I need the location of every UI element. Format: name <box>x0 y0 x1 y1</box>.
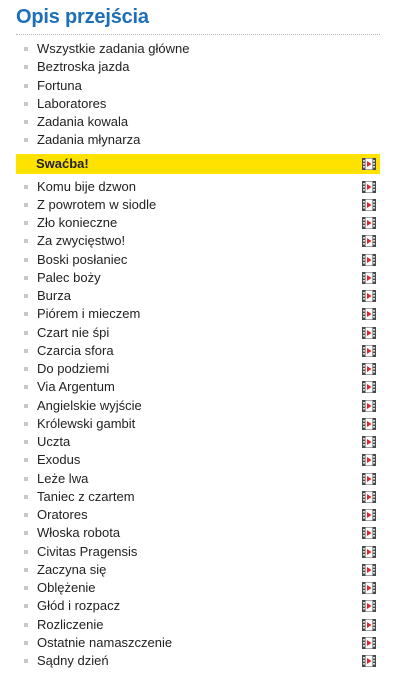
list-item[interactable] <box>16 579 380 597</box>
film-video-icon[interactable] <box>362 235 376 247</box>
film-video-icon[interactable] <box>362 400 376 412</box>
list-item[interactable] <box>16 131 380 149</box>
square-bullet-icon <box>24 221 28 225</box>
list-item-label[interactable]: Czart nie śpi <box>37 324 110 340</box>
list-item-label[interactable]: Zadania młynarza <box>37 132 141 148</box>
square-bullet-icon <box>24 258 28 262</box>
quest-list <box>16 40 380 670</box>
list-item-label[interactable]: Oblężenie <box>37 580 96 595</box>
list-item[interactable] <box>16 616 380 634</box>
list-item[interactable] <box>16 196 380 214</box>
film-video-icon[interactable] <box>362 217 376 229</box>
square-bullet-icon <box>24 550 28 554</box>
list-item[interactable] <box>16 214 380 232</box>
list-item-label[interactable]: Beztroska jazda <box>37 59 130 75</box>
square-bullet-icon <box>24 239 28 243</box>
list-item-label[interactable]: Zadania kowala <box>37 114 129 129</box>
list-item-label[interactable]: Z powrotem w siodle <box>37 196 157 212</box>
list-item[interactable] <box>16 324 380 342</box>
film-video-icon[interactable] <box>362 619 376 631</box>
list-item-label[interactable]: Boski posłaniec <box>37 251 128 267</box>
film-video-icon[interactable] <box>362 254 376 266</box>
film-video-icon[interactable] <box>362 418 376 430</box>
film-video-icon[interactable] <box>362 290 376 302</box>
list-item-label[interactable]: Angielskie wyjście <box>37 397 142 413</box>
square-bullet-icon <box>24 294 28 298</box>
square-bullet-icon <box>24 276 28 280</box>
list-item[interactable] <box>16 597 380 615</box>
list-item[interactable] <box>16 543 380 561</box>
list-item-label[interactable]: Civitas Pragensis <box>37 543 138 559</box>
film-video-icon[interactable] <box>362 491 376 503</box>
walkthrough-panel <box>16 0 380 670</box>
list-item[interactable] <box>16 488 380 506</box>
square-bullet-icon <box>24 47 28 51</box>
list-item-active[interactable] <box>16 154 380 174</box>
list-item-label[interactable]: Zło konieczne <box>37 215 118 230</box>
square-bullet-icon <box>24 385 28 389</box>
film-video-icon[interactable] <box>362 582 376 594</box>
square-bullet-icon <box>24 422 28 426</box>
list-item-label[interactable]: Komu bije dzwon <box>37 178 136 194</box>
list-item-label[interactable]: Fortuna <box>37 77 82 93</box>
film-video-icon[interactable] <box>362 181 376 193</box>
film-video-icon[interactable] <box>362 158 376 170</box>
list-item-label[interactable]: Sądny dzień <box>37 653 109 668</box>
list-item-label[interactable]: Zaczyna się <box>37 561 107 577</box>
list-item-label[interactable]: Burza <box>37 288 71 303</box>
film-video-icon[interactable] <box>362 600 376 612</box>
square-bullet-icon <box>24 568 28 572</box>
list-item[interactable] <box>16 524 380 542</box>
list-item[interactable] <box>16 378 380 396</box>
film-video-icon[interactable] <box>362 363 376 375</box>
list-item-label[interactable]: Laboratores <box>37 95 107 111</box>
film-video-icon[interactable] <box>362 272 376 284</box>
list-item-label[interactable]: Za zwycięstwo! <box>37 233 126 249</box>
list-item-label[interactable]: Ostatnie namaszczenie <box>37 634 173 650</box>
square-bullet-icon <box>24 367 28 371</box>
list-item-label[interactable]: Piórem i mieczem <box>37 306 141 322</box>
square-bullet-icon <box>24 349 28 353</box>
list-item-label[interactable]: Via Argentum <box>37 379 115 395</box>
list-item[interactable] <box>16 342 380 360</box>
list-item-label[interactable]: Głód i rozpacz <box>37 598 121 614</box>
film-video-icon[interactable] <box>362 473 376 485</box>
list-item-label[interactable]: Uczta <box>37 434 71 449</box>
square-bullet-icon <box>24 513 28 517</box>
list-item[interactable] <box>16 232 380 250</box>
film-video-icon[interactable] <box>362 327 376 339</box>
square-bullet-icon <box>24 138 28 142</box>
square-bullet-icon <box>24 641 28 645</box>
list-item[interactable] <box>16 506 380 524</box>
square-bullet-icon <box>24 659 28 663</box>
list-item[interactable] <box>16 58 380 76</box>
section-title: Opis przejścia <box>16 0 380 35</box>
list-item-label[interactable]: Wszystkie zadania główne <box>37 41 190 56</box>
square-bullet-icon <box>24 604 28 608</box>
film-video-icon[interactable] <box>362 637 376 649</box>
list-item[interactable] <box>16 77 380 95</box>
list-item-label[interactable]: Exodus <box>37 452 81 468</box>
list-item[interactable] <box>16 397 380 415</box>
square-bullet-icon <box>24 404 28 408</box>
film-video-icon[interactable] <box>362 527 376 539</box>
list-item[interactable] <box>16 40 380 58</box>
square-bullet-icon <box>24 458 28 462</box>
list-item[interactable] <box>16 652 380 670</box>
list-item[interactable] <box>16 561 380 579</box>
square-bullet-icon <box>24 203 28 207</box>
film-video-icon[interactable] <box>362 509 376 521</box>
film-video-icon[interactable] <box>362 564 376 576</box>
square-bullet-icon <box>24 495 28 499</box>
list-item[interactable] <box>16 287 380 305</box>
film-video-icon[interactable] <box>362 546 376 558</box>
list-item-label[interactable]: Oratores <box>37 507 88 522</box>
square-bullet-icon <box>24 84 28 88</box>
film-video-icon[interactable] <box>362 436 376 448</box>
list-item[interactable] <box>16 433 380 451</box>
list-item[interactable] <box>16 451 380 469</box>
list-item-label[interactable]: Palec boży <box>37 269 101 285</box>
list-item-label[interactable]: Do podziemi <box>37 361 110 376</box>
square-bullet-icon <box>24 120 28 124</box>
list-item-label[interactable]: Swaćba! <box>36 155 89 171</box>
film-video-icon[interactable] <box>362 381 376 393</box>
square-bullet-icon <box>24 440 28 444</box>
list-item[interactable] <box>16 251 380 269</box>
square-bullet-icon <box>24 331 28 335</box>
list-item[interactable] <box>16 178 380 196</box>
square-bullet-icon <box>24 65 28 69</box>
square-bullet-icon <box>24 623 28 627</box>
list-item-label[interactable]: Taniec z czartem <box>37 488 135 504</box>
list-item[interactable] <box>16 269 380 287</box>
film-video-icon[interactable] <box>362 454 376 466</box>
list-item[interactable] <box>16 113 380 131</box>
list-item-label[interactable]: Włoska robota <box>37 525 121 541</box>
list-item[interactable] <box>16 95 380 113</box>
list-item[interactable] <box>16 305 380 323</box>
square-bullet-icon <box>24 102 28 106</box>
list-item-label[interactable]: Leże lwa <box>37 470 89 486</box>
list-item[interactable] <box>16 470 380 488</box>
film-video-icon[interactable] <box>362 345 376 357</box>
list-item-label[interactable]: Rozliczenie <box>37 616 104 632</box>
list-item[interactable] <box>16 415 380 433</box>
list-item[interactable] <box>16 634 380 652</box>
square-bullet-icon <box>24 185 28 189</box>
square-bullet-icon <box>24 586 28 590</box>
square-bullet-icon <box>24 477 28 481</box>
list-item-label[interactable]: Królewski gambit <box>37 415 136 431</box>
list-item-label[interactable]: Czarcia sfora <box>37 342 114 358</box>
film-video-icon[interactable] <box>362 655 376 667</box>
film-video-icon[interactable] <box>362 308 376 320</box>
square-bullet-icon <box>24 531 28 535</box>
list-item[interactable] <box>16 360 380 378</box>
square-bullet-icon <box>24 312 28 316</box>
film-video-icon[interactable] <box>362 199 376 211</box>
